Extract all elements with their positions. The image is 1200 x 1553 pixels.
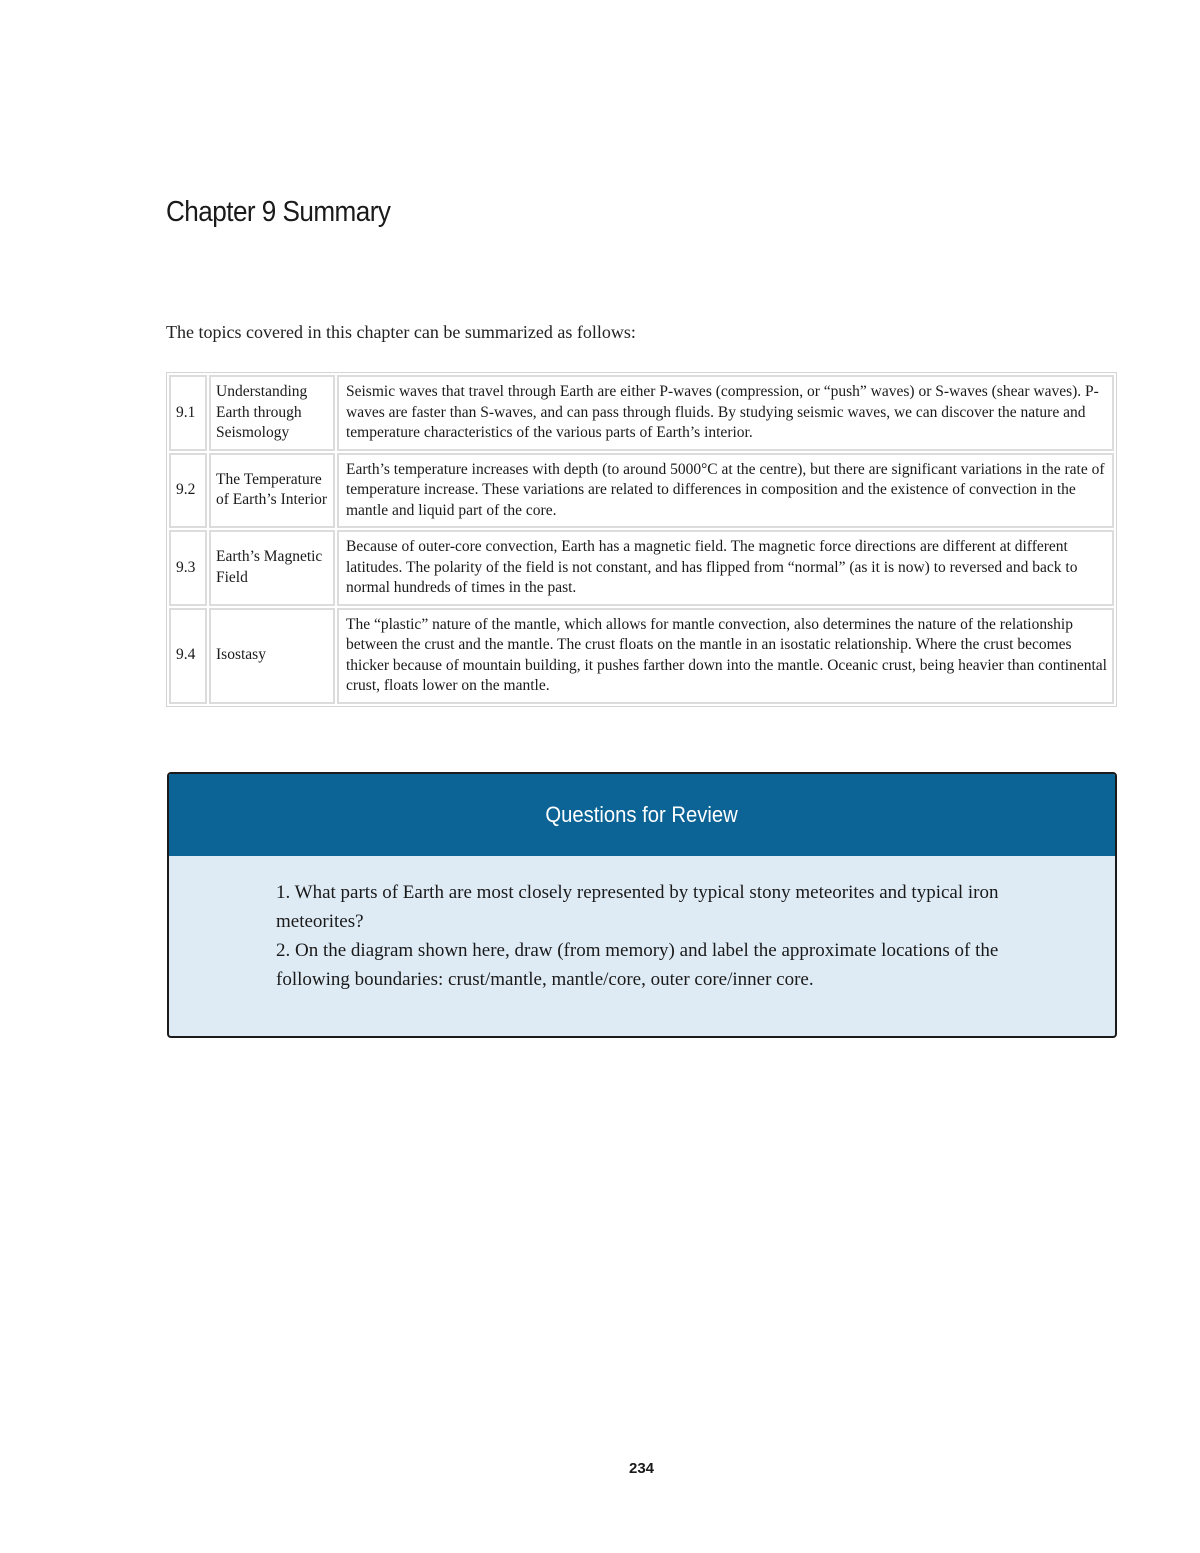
review-question: 2. On the diagram shown here, draw (from memory) and label the approximate locations of the following boundaries: crust/mantle, mantle/core, outer core/inner core. xyxy=(276,940,999,990)
summary-table xyxy=(166,372,1117,707)
table-row xyxy=(169,453,1114,529)
review-question: 1. What parts of Earth are most closely represented by typical stony meteorites and typical iron meteorites? xyxy=(276,882,999,932)
section-topic: The Temperature of Earth’s Interior xyxy=(209,453,335,529)
section-number: 9.3 xyxy=(169,530,207,606)
review-header xyxy=(169,774,1115,856)
table-row xyxy=(169,608,1114,704)
section-number: 9.1 xyxy=(169,375,207,451)
section-description: Earth’s temperature increases with depth (to around 5000°C at the centre), but there are significant variations in the rate of temperature increase. These variations are related to differences in composition and the existence of convection in the mantle and liquid part of the core. xyxy=(337,453,1114,529)
table-row xyxy=(169,530,1114,606)
section-description: Because of outer-core convection, Earth has a magnetic field. The magnetic force directions are different at different latitudes. The polarity of the field is not constant, and has flipped from “normal” (as it is now) to reversed and back to normal hundreds of times in the past. xyxy=(337,530,1114,606)
section-description: The “plastic” nature of the mantle, which allows for mantle convection, also determines the nature of the relationship between the crust and the mantle. The crust floats on the mantle in an isostatic relationship. Where the crust becomes thicker because of mountain building, it pushes farther down into the mantle. Oceanic crust, being heavier than continental crust, floats lower on the mantle. xyxy=(337,608,1114,704)
review-body xyxy=(169,856,1115,994)
table-row xyxy=(169,375,1114,451)
intro-text: The topics covered in this chapter can be summarized as follows: xyxy=(166,322,636,342)
section-description: Seismic waves that travel through Earth are either P-waves (compression, or “push” waves) or S-waves (shear waves). P-waves are faster than S-waves, and can pass through fluids. By studying seismic waves, we can discover the nature and temperature characteristics of the various parts of Earth’s interior. xyxy=(337,375,1114,451)
review-heading: Questions for Review xyxy=(545,802,739,827)
section-number: 9.4 xyxy=(169,608,207,704)
section-topic: Isostasy xyxy=(209,608,335,704)
section-number: 9.2 xyxy=(169,453,207,529)
review-questions-box xyxy=(167,772,1117,1038)
section-topic: Understanding Earth through Seismology xyxy=(209,375,335,451)
page-number: 234 xyxy=(628,1460,655,1477)
section-topic: Earth’s Magnetic Field xyxy=(209,530,335,606)
chapter-title: Chapter 9 Summary xyxy=(166,196,391,228)
